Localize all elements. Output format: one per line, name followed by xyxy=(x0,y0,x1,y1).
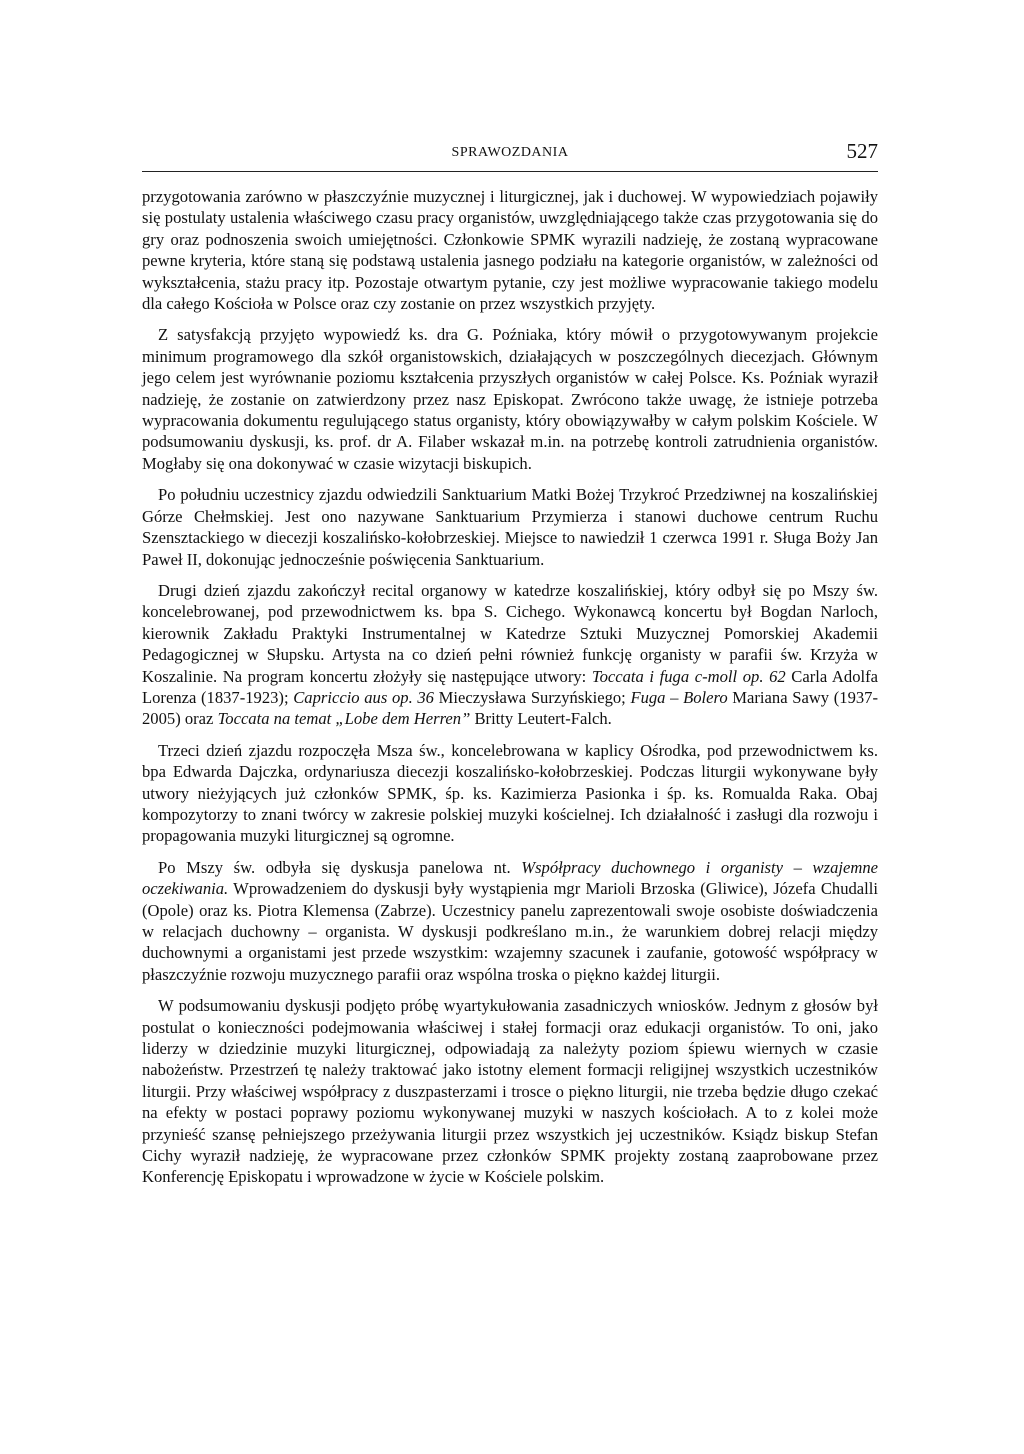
paragraph-text: Mariana Sawy (1937-2005) oraz xyxy=(142,687,878,729)
article-body xyxy=(142,186,878,1188)
paragraph-text: W podsumowaniu dyskusji podjęto próbę wyartykułowania zasadniczych wniosków. Jednym z głosów był postulat o konieczności podejmowania właściwej i stałej formacji oraz edukacji organistów. To oni, jako liderzy w dziedzinie muzyki liturgicznej, odpowiadają za należyty poziom śpiewu wiernych w czasie nabożeństw. Przestrzeń tę należy traktować jako istotny element formacji religijnej wszystkich uczestników liturgii. Przy właściwej współpracy z duszpasterzami i trosce o piękno liturgii, nie trzeba będzie długo czekać na efekty w postaci poprawy poziomu wykonywanej muzyki w naszych kościołach. A to z kolei może przynieść szansę pełniejszego przeżywania liturgii przez wszystkich jej uczestników. Ksiądz biskup Stefan Cichy wyraził nadzieję, że wypracowane przez członków SPMK projekty zostaną zaaprobowane przez Konferencję Episkopatu i wprowadzone w życie w Kościele polskim. xyxy=(142,996,878,1187)
paragraph-6 xyxy=(142,857,878,985)
paragraph-text: Mieczysława Surzyńskiego; xyxy=(433,687,631,707)
paragraph-2 xyxy=(142,324,878,474)
paragraph-text: Z satysfakcją przyjęto wypowiedź ks. dra G. Poźniaka, który mówił o przygotowywanym projekcie minimum programowego dla szkół organistowskich, działających w poszczególnych diecezjach. Głównym jego celem jest wyrównanie poziomu kształcenia przyszłych organistów w całej Polsce. Ks. Poźniak wyraził nadzieję, że zostanie on zatwierdzony przez nasz Episkopat. Zwrócono także uwagę, że istnieje potrzeba wypracowania dokumentu regulującego status organisty, który obowiązywałby w całym polskim Kościele. W podsumowaniu dyskusji, ks. prof. dr A. Filaber wskazał m.in. na potrzebę kontroli zatrudnienia organistów. Mogłaby się ona dokonywać w czasie wizytacji biskupich. xyxy=(142,325,878,473)
paragraph-text: Drugi dzień zjazdu zakończył recital organowy w katedrze koszalińskiej, który odbył się po Mszy św. koncelebrowanej, pod przewodnictwem ks. bpa S. Cichego. Wykonawcą koncertu był Bogdan Narloch, kierownik Zakładu Praktyki Instrumentalnej w Katedrze Sztuki Muzycznej Pomorskiej Akademii Pedagogicznej w Słupsku. Artysta na co dzień pełni również funkcję organisty w parafii św. Krzyża w Koszalinie. Na program koncertu złożyły się następujące utwory: xyxy=(142,580,878,686)
paragraph-text: Wprowadzeniem do dyskusji były wystąpienia mgr Marioli Brzoska (Gliwice), Józefa Chudalli (Opole) oraz ks. Piotra Klemensa (Zabrze). Uczestnicy panelu zaprezentowali swoje osobiste doświadczenia w relacjach duchowny – organista. W dyskusji podkreślano m.in., że warunkiem dobrej relacji między duchownymi a organistami jest przede wszystkim: wzajemny szacunek i zaufanie, gotowość współpracy w płaszczyźnie rozwoju muzycznego parafii oraz wspólna troska o piękno każdej liturgii. xyxy=(142,879,878,984)
paragraph-text: Trzeci dzień zjazdu rozpoczęła Msza św., koncelebrowana w kaplicy Ośrodka, pod przewodnictwem ks. bpa Edwarda Dajczka, ordynariusza diecezji koszalińsko-kołobrzeskiej. Podczas liturgii wykonywane były utwory nieżyjących już członków SPMK, śp. ks. Kazimierza Pasionka i śp. ks. Romualda Raka. Obaj kompozytorzy to znani twórcy w zakresie polskiej muzyki kościelnej. Ich działalność i zasługi dla rozwoju i propagowania muzyki liturgicznej są ogromne. xyxy=(142,740,878,846)
work-title: Toccata i fuga c-moll op. 62 xyxy=(591,666,786,686)
paragraph-7 xyxy=(142,995,878,1188)
paragraph-1 xyxy=(142,186,878,314)
paragraph-text: Po południu uczestnicy zjazdu odwiedzili Sanktuarium Matki Bożej Trzykroć Przedziwnej na koszalińskiej Górze Chełmskiej. Jest ono nazywane Sanktuarium Przymierza i stanowi duchowe centrum Ruchu Szensztackiego w diecezji koszalińsko-kołobrzeskiej. Miejsce to nawiedził 1 czerwca 1991 r. Sługa Boży Jan Paweł II, dokonując jednocześnie poświęcenia Sanktuarium. xyxy=(142,485,878,569)
work-title: Toccata na temat „Lobe dem Herren” xyxy=(217,709,471,729)
running-header xyxy=(142,135,878,172)
paragraph-text: Britty Leutert-Falch. xyxy=(470,709,612,729)
paragraph-3 xyxy=(142,484,878,570)
paragraph-text: przygotowania zarówno w płaszczyźnie muzycznej i liturgicznej, jak i duchowej. W wypowiedziach pojawiły się postulaty ustalenia właściwego czasu pracy organistów, uwzględniającego także czas przygotowania się do gry oraz podnoszenia swoich umiejętności. Członkowie SPMK wyrazili nadzieję, że zostaną wypracowane pewne kryteria, które staną się podstawą ustalenia jasnego podziału na kategorie organistów, w zależności od wykształcenia, stażu pracy itp. Pozostaje otwartym pytanie, czy jest możliwe wypracowanie takiego modelu dla całego Kościoła w Polsce oraz czy zostanie on przez wszystkich przyjęty. xyxy=(142,187,878,314)
paragraph-4 xyxy=(142,580,878,730)
paragraph-text: Carla Adolfa Lorenza (1837-1923); xyxy=(142,666,878,707)
paragraph-5 xyxy=(142,740,878,847)
work-title: Fuga – Bolero xyxy=(630,687,728,707)
paragraph-text: Po Mszy św. odbyła się dyskusja panelowa nt. xyxy=(158,857,522,877)
section-title: SPRAWOZDANIA xyxy=(451,145,569,160)
page-number: 527 xyxy=(846,139,878,163)
panel-topic: Współpracy duchownego i organisty – wzajemne oczekiwania. xyxy=(142,857,878,899)
work-title: Capriccio aus op. 36 xyxy=(293,687,434,707)
